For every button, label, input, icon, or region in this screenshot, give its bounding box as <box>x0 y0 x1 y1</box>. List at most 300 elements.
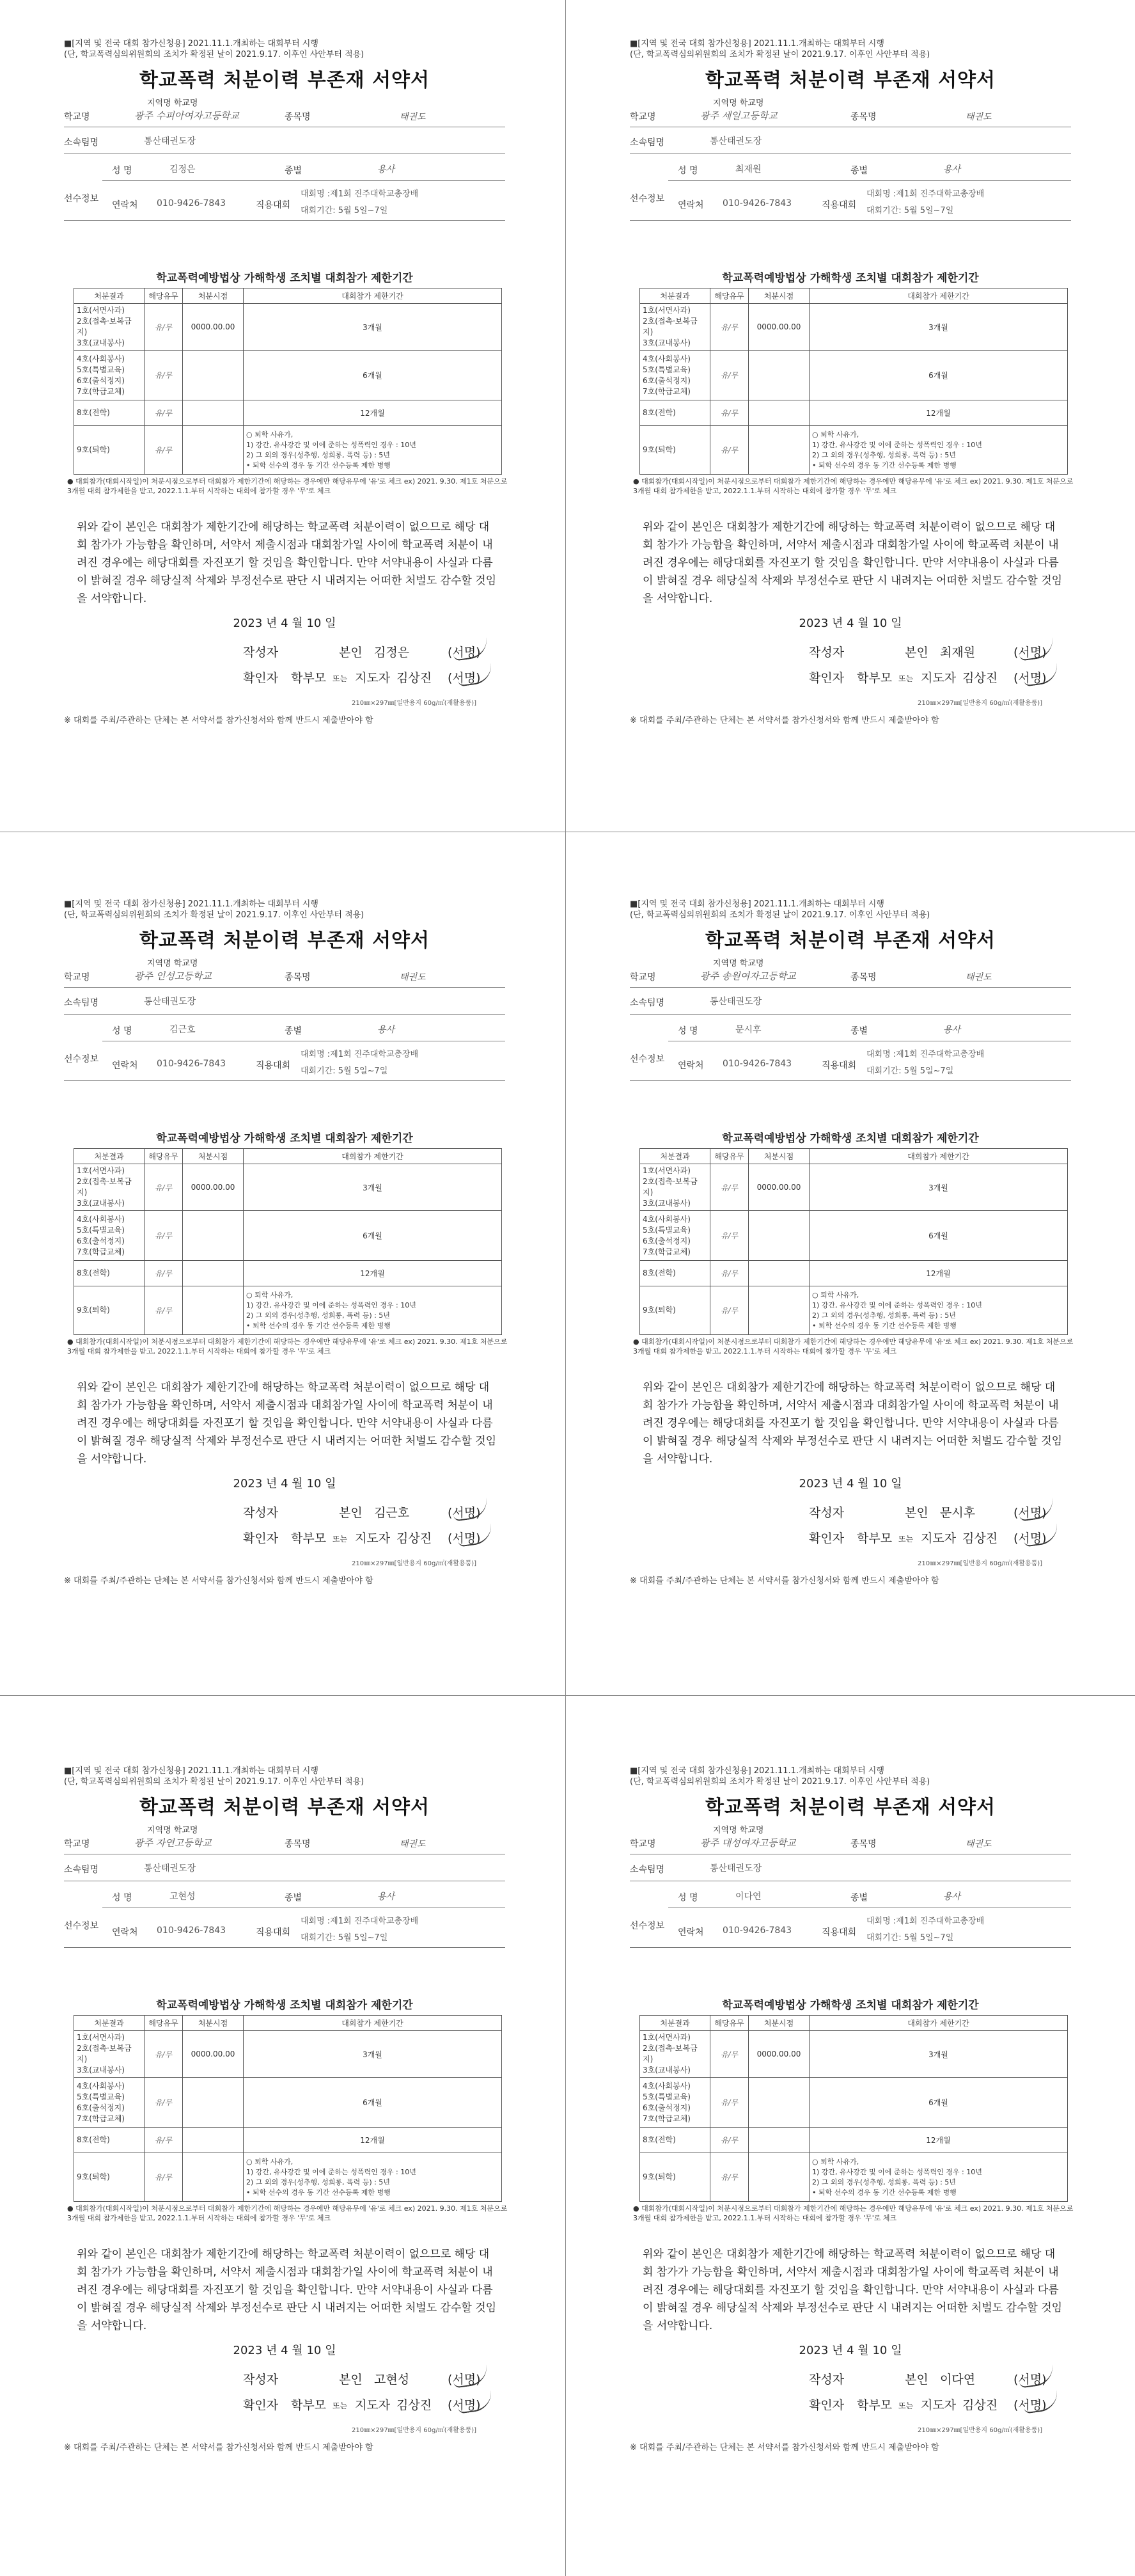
result-item: 2호(접촉·보복금지) <box>77 317 132 336</box>
team-label: 소속팀명 <box>64 1865 99 1875</box>
school-small-label: 지역명 학교명 <box>147 959 198 968</box>
writer-signature-stamp: (서명) <box>1014 645 1047 660</box>
parent-label: 학부모 <box>857 1531 893 1545</box>
limit-note: 1) 강간, 유사강간 및 이에 준하는 성폭력인 경우 : 10년 <box>812 440 982 449</box>
date-cell <box>183 2078 244 2128</box>
gender-value: 용사 <box>943 1025 961 1035</box>
writer-label: 작성자 <box>243 1506 279 1520</box>
phone-value: 010-9426-7843 <box>157 1059 226 1069</box>
date-cell <box>749 426 810 475</box>
competition-period: 대회기간: 5월 5일~7일 <box>866 206 954 216</box>
table-row <box>640 1211 1068 1261</box>
gender-value: 용사 <box>377 1025 395 1035</box>
document-sheet <box>617 0 1077 796</box>
date-cell <box>183 2153 244 2202</box>
result-item: 6호(출석정지) <box>643 1236 691 1245</box>
header-result: 처분결과 <box>640 288 710 304</box>
result-item: 9호(퇴학) <box>643 2172 676 2181</box>
athlete-name: 김근호 <box>169 1025 196 1035</box>
table-row <box>640 2031 1068 2078</box>
team-label: 소속팀명 <box>630 1865 665 1875</box>
confirm-label: 확인자 <box>809 1531 845 1545</box>
applicable-cell: 유/무 <box>145 1286 183 1335</box>
handwritten-signature <box>1017 637 1055 661</box>
result-cell <box>640 1211 710 1261</box>
divider <box>630 1014 1071 1015</box>
phone-value: 010-9426-7843 <box>723 1925 792 1936</box>
result-item: 4호(사회봉사) <box>77 2081 125 2090</box>
pledge-statement: 위와 같이 본인은 대회참가 제한기간에 해당하는 학교폭력 처분이력이 없으므로 해당 대회 참가가 가능함을 확인하며, 서약서 제출시점과 대회참가일 사이에 학교폭력 처분이 내려진 경우에는 해당대회를 자진포기 할 것임을 확인합니다. 만약 서약내용이 사실과 다름이 밝혀질 경우 해당실적 삭제와 부정선수로 판단 시 내려지는 어떠한 처벌도 감수할 것임을 서약합니다. <box>77 1381 497 1466</box>
limit-cell <box>810 426 1068 475</box>
result-item: 9호(퇴학) <box>77 2172 110 2181</box>
table-row <box>640 351 1068 400</box>
header-line-2: (단, 학교폭력심의위원회의 조치가 확정된 날이 2021.9.17. 이후인 사안부터 적용) <box>64 1777 364 1787</box>
divider <box>64 1947 505 1948</box>
athlete-info-label: 선수정보 <box>630 194 665 204</box>
limit-cell: 6개월 <box>810 1211 1068 1261</box>
athlete-info-label: 선수정보 <box>630 1921 665 1931</box>
parent-label: 학부모 <box>857 671 893 685</box>
pledge-statement: 위와 같이 본인은 대회참가 제한기간에 해당하는 학교폭력 처분이력이 없으므로 해당 대회 참가가 가능함을 확인하며, 서약서 제출시점과 대회참가일 사이에 학교폭력 처분이 내려진 경우에는 해당대회를 자진포기 할 것임을 확인합니다. 만약 서약내용이 사실과 다름이 밝혀질 경우 해당실적 삭제와 부정선수로 판단 시 내려지는 어떠한 처벌도 감수할 것임을 서약합니다. <box>77 521 497 605</box>
result-cell <box>74 1211 145 1261</box>
table-row <box>640 304 1068 351</box>
limit-cell: 12개월 <box>810 2128 1068 2153</box>
event-value: 태권도 <box>400 1839 426 1849</box>
pledge-date: 2023 년 4 월 10 일 <box>233 617 336 630</box>
sanction-table <box>74 1148 502 1335</box>
result-cell <box>640 1261 710 1286</box>
gender-value: 용사 <box>377 1892 395 1902</box>
table-row <box>74 304 502 351</box>
result-item: 2호(접촉·보복금지) <box>643 317 698 336</box>
applicable-cell: 유/무 <box>710 2031 749 2078</box>
header-date: 처분시점 <box>183 288 244 304</box>
result-item: 3호(교내봉사) <box>77 1199 125 1208</box>
coach-label: 지도자 <box>355 2398 391 2412</box>
writer-signature-stamp: (서명) <box>448 645 481 660</box>
date-cell: 0000.00.00 <box>183 2031 244 2078</box>
result-item: 1호(서면사과) <box>643 1166 691 1175</box>
result-item: 8호(전학) <box>643 2135 676 2144</box>
school-small-label: 지역명 학교명 <box>713 959 764 968</box>
athlete-name: 최재원 <box>735 164 762 175</box>
applicable-cell: 유/무 <box>710 1261 749 1286</box>
result-cell <box>74 1261 145 1286</box>
table-row <box>74 1164 502 1211</box>
table-header-row <box>74 2016 502 2031</box>
name-label: 성 명 <box>678 1893 698 1903</box>
table-subtitle: 학교폭력예방법상 가해학생 조치별 대회참가 제한기간 <box>722 1999 979 2012</box>
school-small-label: 지역명 학교명 <box>713 99 764 108</box>
athlete-name: 김정은 <box>169 164 196 175</box>
result-item: 5호(특별교육) <box>77 1225 125 1235</box>
event-value: 태권도 <box>966 972 992 983</box>
header-note <box>64 38 364 60</box>
name-label: 성 명 <box>112 1026 132 1036</box>
header-applicable: 해당유무 <box>145 1149 183 1164</box>
document-sheet <box>51 860 512 1657</box>
handwritten-signature <box>451 1497 489 1521</box>
limit-note: 1) 강간, 유사강간 및 이에 준하는 성폭력인 경우 : 10년 <box>246 2167 416 2176</box>
athlete-name: 이다연 <box>735 1892 762 1902</box>
applicable-cell: 유/무 <box>145 304 183 351</box>
table-row <box>74 1261 502 1286</box>
or-label: 또는 <box>898 674 914 683</box>
table-footnote: ● 대회참가(대회시작일)이 처분시점으로부터 대회참가 제한기간에 해당하는 경우에만 해당유무에 '유'로 체크 ex) 2021. 9.30. 제1호 처분으로 3개월 대회 참가제한을 받고, 2022.1.1.부터 시작하는 대회에 참가할 경우 '무'로 체크 <box>633 1338 1074 1355</box>
name-label: 성 명 <box>112 1893 132 1903</box>
coach-name: 김상진 <box>962 1531 998 1545</box>
result-item: 8호(전학) <box>643 408 676 417</box>
contact-label: 연락처 <box>112 1927 138 1938</box>
result-item: 3호(교내봉사) <box>77 338 125 347</box>
date-cell: 0000.00.00 <box>183 1164 244 1211</box>
team-value: 통산태권도장 <box>144 1863 196 1874</box>
confirm-signature-stamp: (서명) <box>1014 1531 1047 1545</box>
writer-signature-stamp: (서명) <box>1014 2373 1047 2387</box>
self-label: 본인 <box>905 1506 928 1520</box>
paper-spec: 210㎜×297㎜[일반용지 60g/㎡(재활용품)] <box>352 700 477 707</box>
competition-label: 직용대회 <box>256 1061 291 1071</box>
table-subtitle: 학교폭력예방법상 가해학생 조치별 대회참가 제한기간 <box>722 1132 979 1145</box>
applicable-cell: 유/무 <box>710 2128 749 2153</box>
date-cell <box>749 2128 810 2153</box>
limit-note: 2) 그 외의 경우(성추행, 성희롱, 폭력 등) : 5년 <box>246 2177 390 2186</box>
limit-cell: 3개월 <box>244 1164 502 1211</box>
result-item: 7호(학급교체) <box>643 1247 691 1256</box>
limit-note: 2) 그 외의 경우(성추행, 성희롱, 폭력 등) : 5년 <box>246 450 390 459</box>
school-small-label: 지역명 학교명 <box>147 99 198 108</box>
header-applicable: 해당유무 <box>145 288 183 304</box>
table-row <box>74 351 502 400</box>
school-name: 광주 세일고등학교 <box>700 110 778 122</box>
competition-name: 대회명 :제1회 진주대학교총장배 <box>301 1916 419 1926</box>
table-row <box>74 1286 502 1335</box>
table-row <box>640 1286 1068 1335</box>
competition-period: 대회기간: 5월 5일~7일 <box>301 1066 388 1076</box>
header-note <box>630 1766 930 1787</box>
limit-note: • 퇴학 선수의 경우 동 기간 선수등록 제한 병행 <box>812 1321 957 1330</box>
event-value: 태권도 <box>966 1839 992 1849</box>
result-cell <box>74 400 145 426</box>
table-row <box>640 2128 1068 2153</box>
date-cell <box>749 400 810 426</box>
applicable-cell: 유/무 <box>710 1286 749 1335</box>
self-label: 본인 <box>905 2373 928 2387</box>
date-cell <box>183 1286 244 1335</box>
header-line-1: ■[지역 및 전국 대회 참가신청용] 2021.11.1.개최하는 대회부터 시행 <box>630 899 884 909</box>
school-label: 학교명 <box>64 112 90 122</box>
gender-value: 용사 <box>943 1892 961 1902</box>
pledge-date: 2023 년 4 월 10 일 <box>799 617 902 630</box>
or-label: 또는 <box>898 1535 914 1544</box>
divider <box>64 220 505 221</box>
result-item: 4호(사회봉사) <box>77 1214 125 1224</box>
applicable-cell: 유/무 <box>710 2078 749 2128</box>
coach-label: 지도자 <box>355 671 391 685</box>
team-label: 소속팀명 <box>630 138 665 148</box>
date-cell <box>183 1211 244 1261</box>
school-small-label: 지역명 학교명 <box>713 1826 764 1835</box>
table-footnote: ● 대회참가(대회시작일)이 처분시점으로부터 대회참가 제한기간에 해당하는 경우에만 해당유무에 '유'로 체크 ex) 2021. 9.30. 제1호 처분으로 3개월 대회 참가제한을 받고, 2022.1.1.부터 시작하는 대회에 참가할 경우 '무'로 체크 <box>67 1338 508 1355</box>
limit-cell: 6개월 <box>244 2078 502 2128</box>
result-cell <box>640 2078 710 2128</box>
document-title: 학교폭력 처분이력 부존재 서약서 <box>705 1796 996 1819</box>
result-item: 8호(전학) <box>643 1268 676 1277</box>
confirm-label: 확인자 <box>809 2398 845 2412</box>
paper-spec: 210㎜×297㎜[일반용지 60g/㎡(재활용품)] <box>352 2427 477 2434</box>
result-item: 9호(퇴학) <box>643 445 676 454</box>
table-row <box>74 2153 502 2202</box>
divider <box>102 180 505 181</box>
school-small-label: 지역명 학교명 <box>147 1826 198 1835</box>
school-name: 광주 대성여자고등학교 <box>700 1837 796 1849</box>
result-item: 1호(서면사과) <box>643 2033 691 2042</box>
competition-period: 대회기간: 5월 5일~7일 <box>301 206 388 216</box>
phone-value: 010-9426-7843 <box>157 1925 226 1936</box>
athlete-info-label: 선수정보 <box>64 194 99 204</box>
result-item: 7호(학급교체) <box>643 386 691 396</box>
limit-note: ○ 퇴학 사유가, <box>246 2157 294 2166</box>
name-label: 성 명 <box>678 166 698 176</box>
sanction-table <box>74 288 502 475</box>
applicable-cell: 유/무 <box>145 1164 183 1211</box>
table-row <box>74 400 502 426</box>
header-limit: 대회참가 제한기간 <box>244 288 502 304</box>
limit-cell: 12개월 <box>244 2128 502 2153</box>
writer-name: 이다연 <box>940 2373 976 2387</box>
team-value: 통산태권도장 <box>710 997 762 1007</box>
document-title: 학교폭력 처분이력 부존재 서약서 <box>705 69 996 91</box>
limit-note: • 퇴학 선수의 경우 동 기간 선수등록 제한 병행 <box>246 2188 391 2197</box>
header-date: 처분시점 <box>749 2016 810 2031</box>
header-applicable: 해당유무 <box>710 288 749 304</box>
divider <box>64 1080 505 1081</box>
athlete-name: 고현성 <box>169 1892 196 1902</box>
limit-note: ○ 퇴학 사유가, <box>812 1290 859 1299</box>
date-cell <box>749 1261 810 1286</box>
result-item: 8호(전학) <box>77 408 110 417</box>
sanction-table <box>639 288 1068 475</box>
team-value: 통산태권도장 <box>710 136 762 146</box>
result-item: 9호(퇴학) <box>643 1306 676 1315</box>
pledge-date: 2023 년 4 월 10 일 <box>233 2344 336 2357</box>
header-line-2: (단, 학교폭력심의위원회의 조치가 확정된 날이 2021.9.17. 이후인 사안부터 적용) <box>64 910 364 920</box>
limit-note: 2) 그 외의 경우(성추행, 성희롱, 폭력 등) : 5년 <box>812 450 956 459</box>
table-row <box>74 426 502 475</box>
limit-cell: 12개월 <box>810 400 1068 426</box>
result-cell <box>640 426 710 475</box>
table-row <box>640 1261 1068 1286</box>
result-cell <box>640 2153 710 2202</box>
limit-cell: 3개월 <box>810 1164 1068 1211</box>
coach-name: 김상진 <box>962 2398 998 2412</box>
table-footnote: ● 대회참가(대회시작일)이 처분시점으로부터 대회참가 제한기간에 해당하는 경우에만 해당유무에 '유'로 체크 ex) 2021. 9.30. 제1호 처분으로 3개월 대회 참가제한을 받고, 2022.1.1.부터 시작하는 대회에 참가할 경우 '무'로 체크 <box>633 2204 1074 2222</box>
result-cell <box>74 1286 145 1335</box>
divider <box>64 1014 505 1015</box>
limit-note: • 퇴학 선수의 경우 동 기간 선수등록 제한 병행 <box>812 461 957 470</box>
limit-note: 2) 그 외의 경우(성추행, 성희롱, 폭력 등) : 5년 <box>246 1311 390 1320</box>
applicable-cell: 유/무 <box>145 2078 183 2128</box>
limit-cell: 3개월 <box>244 2031 502 2078</box>
applicable-cell: 유/무 <box>710 400 749 426</box>
coach-label: 지도자 <box>355 1531 391 1545</box>
limit-cell <box>244 2153 502 2202</box>
header-date: 처분시점 <box>749 1149 810 1164</box>
or-label: 또는 <box>333 674 348 683</box>
applicable-cell: 유/무 <box>710 304 749 351</box>
school-name: 광주 자연고등학교 <box>134 1837 212 1849</box>
applicable-cell: 유/무 <box>145 426 183 475</box>
coach-name: 김상진 <box>962 671 998 685</box>
header-applicable: 해당유무 <box>710 1149 749 1164</box>
self-label: 본인 <box>339 1506 363 1520</box>
handwritten-signature <box>1017 1497 1055 1521</box>
event-label: 종목명 <box>850 972 877 983</box>
limit-note: • 퇴학 선수의 경우 동 기간 선수등록 제한 병행 <box>246 461 391 470</box>
gender-value: 용사 <box>377 164 395 175</box>
result-cell <box>640 2128 710 2153</box>
team-value: 통산태권도장 <box>144 997 196 1007</box>
name-label: 성 명 <box>112 166 132 176</box>
limit-note: ○ 퇴학 사유가, <box>812 2157 859 2166</box>
gender-label: 종별 <box>850 166 868 176</box>
result-item: 5호(특별교육) <box>643 1225 691 1235</box>
competition-name: 대회명 :제1회 진주대학교총장배 <box>301 189 419 199</box>
sanction-table <box>74 2015 502 2202</box>
pledge-statement: 위와 같이 본인은 대회참가 제한기간에 해당하는 학교폭력 처분이력이 없으므로 해당 대회 참가가 가능함을 확인하며, 서약서 제출시점과 대회참가일 사이에 학교폭력 처분이 내려진 경우에는 해당대회를 자진포기 할 것임을 확인합니다. 만약 서약내용이 사실과 다름이 밝혀질 경우 해당실적 삭제와 부정선수로 판단 시 내려지는 어떠한 처벌도 감수할 것임을 서약합니다. <box>77 2248 497 2332</box>
result-item: 7호(학급교체) <box>643 2114 691 2123</box>
coach-label: 지도자 <box>921 1531 957 1545</box>
header-note <box>630 38 930 60</box>
applicable-cell: 유/무 <box>710 426 749 475</box>
header-limit: 대회참가 제한기간 <box>810 2016 1068 2031</box>
confirm-signature-stamp: (서명) <box>448 2398 481 2412</box>
divider <box>630 220 1071 221</box>
divider <box>630 1080 1071 1081</box>
event-label: 종목명 <box>850 112 877 122</box>
header-applicable: 해당유무 <box>145 2016 183 2031</box>
result-cell <box>640 351 710 400</box>
header-line-2: (단, 학교폭력심의위원회의 조치가 확정된 날이 2021.9.17. 이후인 사안부터 적용) <box>630 910 930 920</box>
result-cell <box>640 400 710 426</box>
result-cell <box>640 2031 710 2078</box>
limit-note: 1) 강간, 유사강간 및 이에 준하는 성폭력인 경우 : 10년 <box>246 440 416 449</box>
sanction-table <box>639 2015 1068 2202</box>
paper-spec: 210㎜×297㎜[일반용지 60g/㎡(재활용품)] <box>918 1560 1043 1567</box>
confirm-label: 확인자 <box>243 2398 279 2412</box>
divider <box>64 987 505 988</box>
limit-note: • 퇴학 선수의 경우 동 기간 선수등록 제한 병행 <box>246 1321 391 1330</box>
limit-note: 1) 강간, 유사강간 및 이에 준하는 성폭력인 경우 : 10년 <box>812 1300 982 1309</box>
result-cell <box>640 1164 710 1211</box>
table-footnote: ● 대회참가(대회시작일)이 처분시점으로부터 대회참가 제한기간에 해당하는 경우에만 해당유무에 '유'로 체크 ex) 2021. 9.30. 제1호 처분으로 3개월 대회 참가제한을 받고, 2022.1.1.부터 시작하는 대회에 참가할 경우 '무'로 체크 <box>633 477 1074 495</box>
handwritten-signature <box>451 2364 489 2388</box>
phone-value: 010-9426-7843 <box>723 1059 792 1069</box>
page-divider <box>565 0 566 2576</box>
contact-label: 연락처 <box>678 200 704 210</box>
competition-label: 직용대회 <box>822 1927 857 1938</box>
or-label: 또는 <box>898 2401 914 2410</box>
document-sheet <box>51 0 512 796</box>
date-cell: 0000.00.00 <box>749 304 810 351</box>
gender-label: 종별 <box>850 1026 868 1036</box>
limit-cell: 6개월 <box>244 351 502 400</box>
writer-name: 김근호 <box>374 1506 410 1520</box>
writer-signature-stamp: (서명) <box>448 1506 481 1520</box>
competition-period: 대회기간: 5월 5일~7일 <box>866 1933 954 1943</box>
coach-label: 지도자 <box>921 2398 957 2412</box>
result-item: 1호(서면사과) <box>77 2033 125 2042</box>
header-line-2: (단, 학교폭력심의위원회의 조치가 확정된 날이 2021.9.17. 이후인 사안부터 적용) <box>630 50 930 59</box>
paper-spec: 210㎜×297㎜[일반용지 60g/㎡(재활용품)] <box>918 2427 1043 2434</box>
or-label: 또는 <box>333 1535 348 1544</box>
pledge-page-2 <box>579 0 1077 796</box>
parent-label: 학부모 <box>291 671 327 685</box>
applicable-cell: 유/무 <box>710 1164 749 1211</box>
limit-cell <box>244 426 502 475</box>
result-cell <box>74 2153 145 2202</box>
header-note <box>630 899 930 921</box>
self-label: 본인 <box>905 645 928 660</box>
or-label: 또는 <box>333 2401 348 2410</box>
parent-label: 학부모 <box>857 2398 893 2412</box>
pledge-date: 2023 년 4 월 10 일 <box>799 2344 902 2357</box>
writer-label: 작성자 <box>243 645 279 660</box>
school-label: 학교명 <box>64 1839 90 1849</box>
pledge-statement: 위와 같이 본인은 대회참가 제한기간에 해당하는 학교폭력 처분이력이 없으므로 해당 대회 참가가 가능함을 확인하며, 서약서 제출시점과 대회참가일 사이에 학교폭력 처분이 내려진 경우에는 해당대회를 자진포기 할 것임을 확인합니다. 만약 서약내용이 사실과 다름이 밝혀질 경우 해당실적 삭제와 부정선수로 판단 시 내려지는 어떠한 처벌도 감수할 것임을 서약합니다. <box>643 2248 1063 2332</box>
result-item: 2호(접촉·보복금지) <box>77 2044 132 2064</box>
result-cell <box>640 1286 710 1335</box>
event-label: 종목명 <box>850 1839 877 1849</box>
header-date: 처분시점 <box>183 2016 244 2031</box>
applicable-cell: 유/무 <box>710 1211 749 1261</box>
divider <box>630 1947 1071 1948</box>
date-cell <box>749 2153 810 2202</box>
result-item: 8호(전학) <box>77 1268 110 1277</box>
confirm-signature-stamp: (서명) <box>448 1531 481 1545</box>
limit-cell: 3개월 <box>810 304 1068 351</box>
pledge-page-3 <box>13 860 512 1657</box>
school-label: 학교명 <box>64 972 90 983</box>
result-item: 2호(접촉·보복금지) <box>77 1177 132 1197</box>
date-cell: 0000.00.00 <box>183 304 244 351</box>
applicable-cell: 유/무 <box>145 2153 183 2202</box>
limit-cell: 6개월 <box>810 2078 1068 2128</box>
competition-label: 직용대회 <box>256 1927 291 1938</box>
event-value: 태권도 <box>400 112 426 122</box>
handwritten-signature <box>456 2390 494 2414</box>
header-date: 처분시점 <box>183 1149 244 1164</box>
handwritten-signature <box>1022 1523 1060 1547</box>
table-row <box>74 2128 502 2153</box>
limit-note: ○ 퇴학 사유가, <box>246 1290 294 1299</box>
table-row <box>640 426 1068 475</box>
header-line-2: (단, 학교폭력심의위원회의 조치가 확정된 날이 2021.9.17. 이후인 사안부터 적용) <box>64 50 364 59</box>
page-divider <box>0 1695 1135 1696</box>
writer-label: 작성자 <box>243 2373 279 2387</box>
limit-note: 2) 그 외의 경우(성추행, 성희롱, 폭력 등) : 5년 <box>812 2177 956 2186</box>
limit-note: • 퇴학 선수의 경우 동 기간 선수등록 제한 병행 <box>812 2188 957 2197</box>
applicable-cell: 유/무 <box>145 1211 183 1261</box>
limit-cell <box>810 1286 1068 1335</box>
parent-label: 학부모 <box>291 2398 327 2412</box>
result-cell <box>74 426 145 475</box>
date-cell <box>749 2078 810 2128</box>
pledge-page-4 <box>579 860 1077 1657</box>
header-line-1: ■[지역 및 전국 대회 참가신청용] 2021.11.1.개최하는 대회부터 시행 <box>630 1766 884 1776</box>
team-value: 통산태권도장 <box>710 1863 762 1874</box>
event-label: 종목명 <box>285 1839 311 1849</box>
